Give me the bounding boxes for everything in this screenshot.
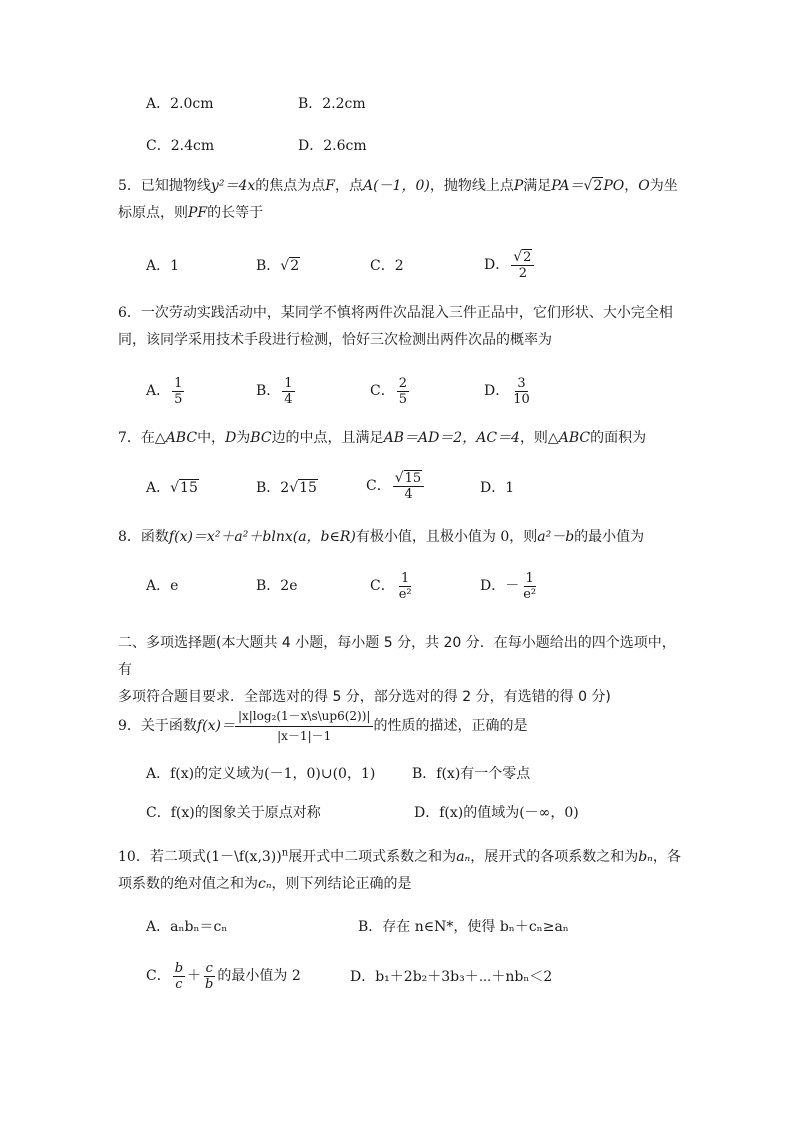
q4-option-b[interactable]: B．2.2cm [298, 96, 366, 112]
q6-option-a[interactable]: A． $\frac{1}{5}$ [146, 375, 183, 407]
q8-option-a[interactable]: A．e [146, 578, 179, 594]
q4-option-d[interactable]: D．2.6cm [298, 138, 367, 154]
q7-option-c[interactable]: C． $\frac{√15}{4}$ [366, 468, 426, 504]
q10-option-c[interactable]: C． $\frac{b}{c}$ ＋ $\frac{c}{b}$ 的最小值为 2 [146, 960, 301, 992]
q10-option-a[interactable]: A．aₙbₙ＝cₙ [146, 919, 228, 935]
q5-option-a[interactable]: A．1 [146, 258, 180, 274]
q8-stem: 8．函数f(x)＝x²＋a²＋blnx(a，b∈R)有极小值，且极小值为 0，则a²－b的最小值为 [118, 529, 645, 545]
q10-option-b[interactable]: B．存在 n∈N*，使得 bₙ＋cₙ≥aₙ [358, 919, 569, 935]
q6-option-d[interactable]: D． $\frac{3}{10}$ [484, 375, 530, 407]
q9-option-b[interactable]: B．f(x)有一个零点 [412, 766, 531, 782]
q9-option-a[interactable]: A．f(x)的定义域为(－1，0)∪(0，1) [146, 766, 376, 782]
q9-option-d[interactable]: D．f(x)的值域为(－∞，0) [414, 805, 579, 821]
q6-stem: 6．一次劳动实践活动中，某同学不慎将两件次品混入三件正品中，它们形状、大小完全相 同，该同学采用技术手段进行检测，恰好三次检测出两件次品的概率为 [118, 305, 673, 348]
q6-option-b[interactable]: B． $\frac{1}{4}$ [256, 375, 293, 407]
section-2-header: 二、多项选择题(本大题共 4 小题，每小题 5 分，共 20 分．在每小题给出的四个选项中，有 多项符合题目要求．全部选对的得 5 分，部分选对的得 2 分，有选错的得 0 分) [118, 635, 676, 705]
q5-sqrt: √2 [583, 178, 603, 194]
q10-option-d[interactable]: D．b₁＋2b₂＋3b₃＋⋯＋nbₙ＜2 [350, 969, 553, 985]
q5-option-b[interactable]: B．√2 [256, 258, 300, 274]
q7-option-b[interactable]: B．2√15 [256, 480, 317, 496]
q5-stem: 5．已知抛物线y²＝4x的焦点为点F，点A(－1，0)，抛物线上点P满足PA＝√2PO，O为坐 标原点，则PF的长等于 [118, 173, 688, 227]
q7-option-d[interactable]: D．1 [480, 480, 515, 496]
q6-option-c[interactable]: C． $\frac{2}{5}$ [370, 375, 407, 407]
q10-stem: 10．若二项式(1－\f(x,3))$^n$展开式中二项式系数之和为aₙ，展开式的各项系数之和为bₙ，各 项系数的绝对值之和为cₙ，则下列结论正确的是 [118, 847, 681, 892]
q8-option-c[interactable]: C． $\frac{1}{\text{e²}}$ [370, 570, 412, 602]
q9-stem: 9．关于函数f(x)＝ $\frac{\text{|x|log₂(1－x\textbackslash{}s\textbackslash{}up6(2))|}}{|x-1|-1}$ 的性质的描述，正确的是 [118, 708, 528, 743]
q8-option-b[interactable]: B．2e [256, 578, 298, 594]
q9-fraction: $\frac{\text{|x|log₂(1－x\textbackslash{}s\textbackslash{}up6(2))|}}{|x-1|-1}$ [235, 709, 374, 744]
q8-option-d[interactable]: D．－ $\frac{1}{\text{e²}}$ [480, 570, 537, 602]
q5-option-c[interactable]: C．2 [370, 258, 404, 274]
q7-option-a[interactable]: A．√15 [146, 480, 198, 496]
q9-option-c[interactable]: C．f(x)的图象关于原点对称 [146, 805, 321, 821]
q5-option-d[interactable]: D． $\frac{√2}{2}$ [484, 248, 536, 282]
q4-option-c[interactable]: C．2.4cm [146, 138, 215, 154]
q5-parabola: y²＝4x [210, 178, 256, 194]
q7-stem: 7．在△ABC中，D为BC边的中点，且满足AB＝AD＝2，AC＝4，则△ABC的面积为 [118, 430, 647, 446]
q4-option-a[interactable]: A．2.0cm [146, 96, 214, 112]
